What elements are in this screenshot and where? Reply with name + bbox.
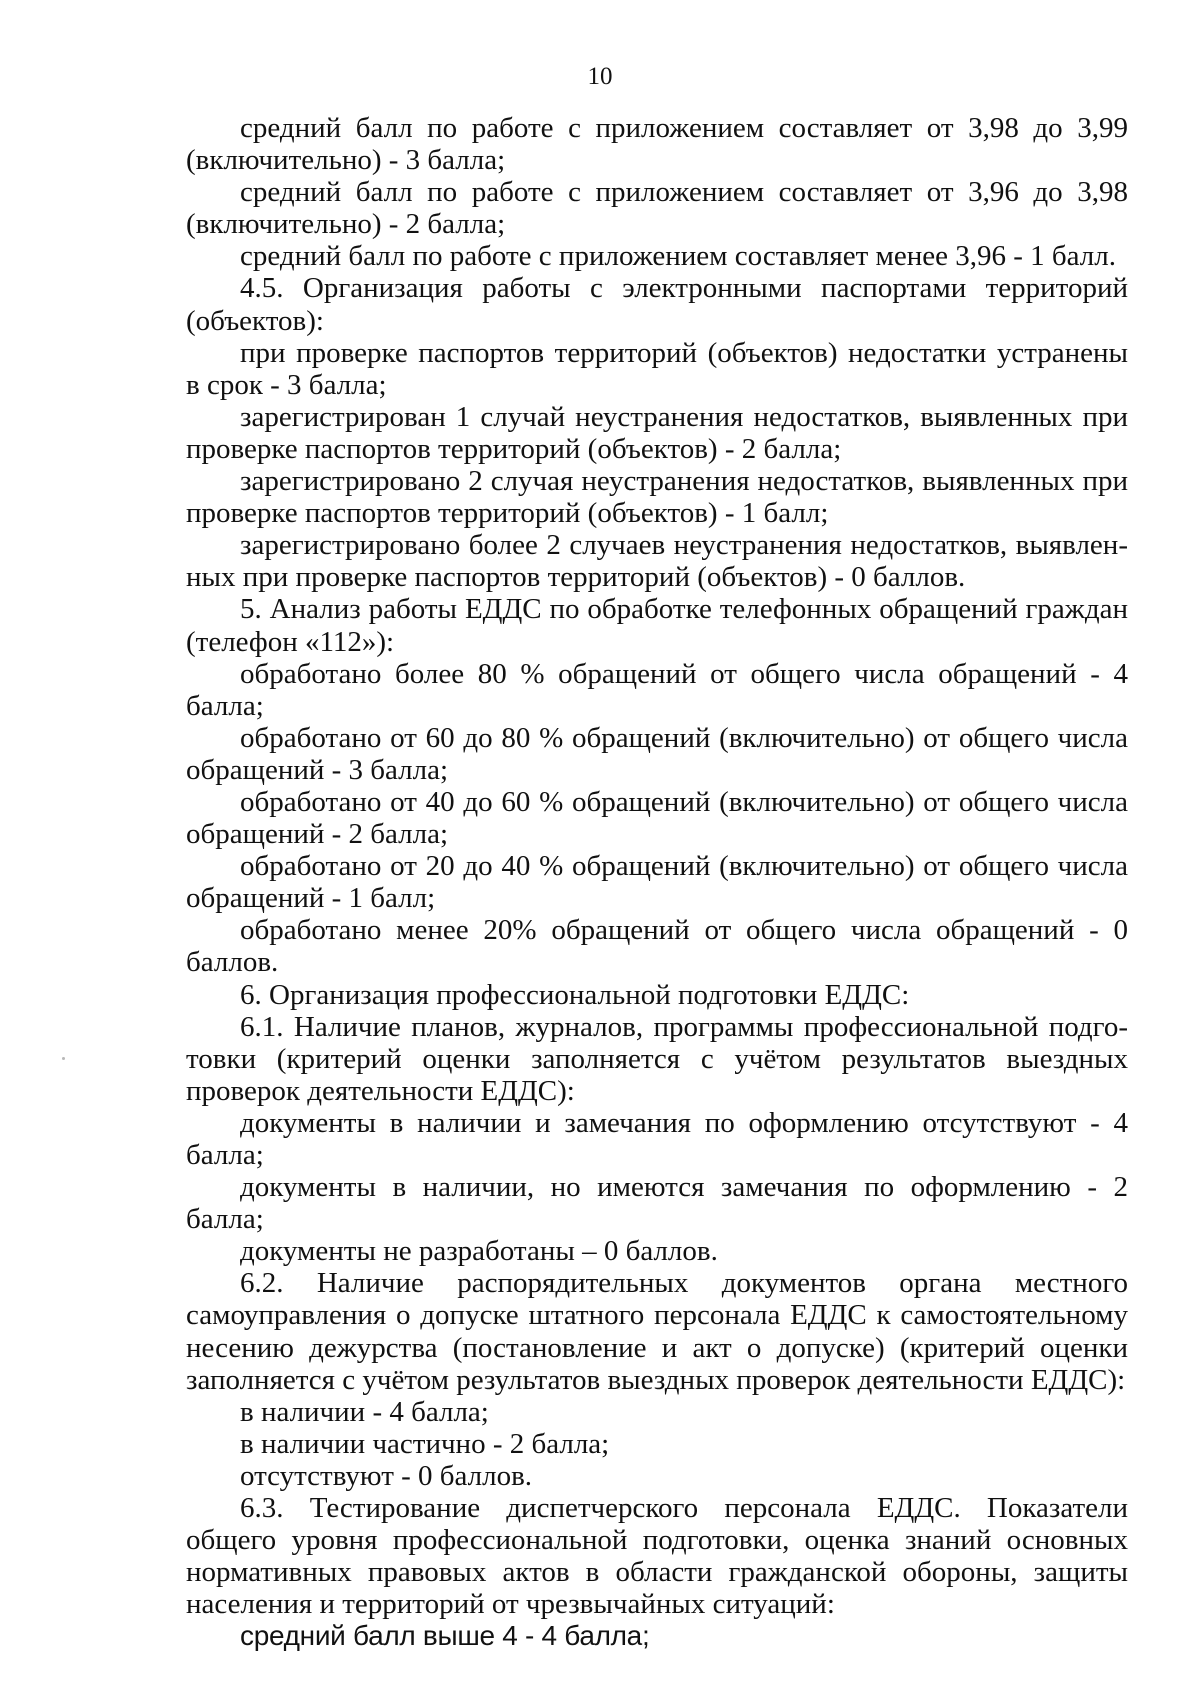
document-body	[186, 112, 1128, 1653]
paragraph-4: 4.5. Организация работы с электронными паспортами территорий (объектов):	[186, 272, 1128, 337]
paragraph-10: обработано более 80 % обращений от общего числа обращений - 4 балла;	[186, 657, 1128, 722]
paragraph-5: при проверке паспортов территорий (объектов) недостатки устранены в срок - 3 балла;	[186, 336, 1128, 401]
paragraph-18: документы в наличии, но имеются замечания по оформлению - 2 балла;	[186, 1171, 1128, 1236]
page-number: 10	[587, 63, 613, 90]
paragraph-3: средний балл по работе с приложением составляет менее 3,96 - 1 балл.	[240, 240, 1117, 273]
paragraph-9: 5. Анализ работы ЕДДС по обработке телефонных обращений граждан (телефон «112»):	[186, 593, 1128, 658]
paragraph-24: 6.3. Тестирование диспетчерского персонала ЕДДС. Показатели общего уровня профессиональной подготовки, оценка знаний основных нормативных правовых актов в области гражданской обороны, защиты населения и территорий от чрезвычайных ситуаций:	[186, 1492, 1128, 1621]
paragraph-13: обработано от 20 до 40 % обращений (включительно) от общего числа обращений - 1 балл;	[186, 850, 1128, 915]
paragraph-8: зарегистрировано более 2 случаев неустранения недостатков, выявленных при проверке паспортов территорий (объектов) - 0 баллов.	[186, 529, 1128, 594]
paragraph-23: отсутствуют - 0 баллов.	[240, 1459, 533, 1492]
paragraph-1: средний балл по работе с приложением составляет от 3,98 до 3,99 (включительно) - 3 балла;	[186, 112, 1128, 177]
paragraph-22: в наличии частично - 2 балла;	[240, 1427, 610, 1460]
paragraph-19: документы не разработаны – 0 баллов.	[240, 1235, 718, 1268]
paragraph-12: обработано от 40 до 60 % обращений (включительно) от общего числа обращений - 2 балла;	[186, 785, 1128, 851]
paragraph-6: зарегистрирован 1 случай неустранения недостатков, выявленных при проверке паспортов территорий (объектов) - 2 балла;	[186, 400, 1128, 465]
paragraph-14: обработано менее 20% обращений от общего числа обращений - 0 баллов.	[186, 914, 1128, 979]
paragraph-11: обработано от 60 до 80 % обращений (включительно) от общего числа обращений - 3 балла;	[186, 721, 1128, 786]
paragraph-21: в наличии - 4 балла;	[240, 1395, 489, 1428]
paragraph-2: средний балл по работе с приложением составляет от 3,96 до 3,98 (включительно) - 2 балла;	[186, 176, 1128, 241]
paragraph-7: зарегистрировано 2 случая неустранения недостатков, выявленных при проверке паспортов территорий (объектов) - 1 балл;	[186, 465, 1128, 530]
paragraph-20: 6.2. Наличие распорядительных документов органа местного самоуправления о допуске штатного персонала ЕДДС к самостоятельному несению дежурства (постановление и акт о допуске) (критерий оценки заполняется с учётом результатов выездных проверок деятельности ЕДДС):	[186, 1267, 1128, 1396]
scan-speck	[62, 1057, 65, 1060]
paragraph-25: средний балл выше 4 - 4 балла;	[240, 1620, 650, 1652]
paragraph-16: 6.1. Наличие планов, журналов, программы профессиональной подготовки (критерий оценки заполняется с учётом результатов выездных проверок деятельности ЕДДС):	[186, 1010, 1128, 1107]
paragraph-15: 6. Организация профессиональной подготовки ЕДДС:	[240, 978, 910, 1011]
paragraph-17: документы в наличии и замечания по оформлению отсутствуют - 4 балла;	[186, 1106, 1128, 1171]
